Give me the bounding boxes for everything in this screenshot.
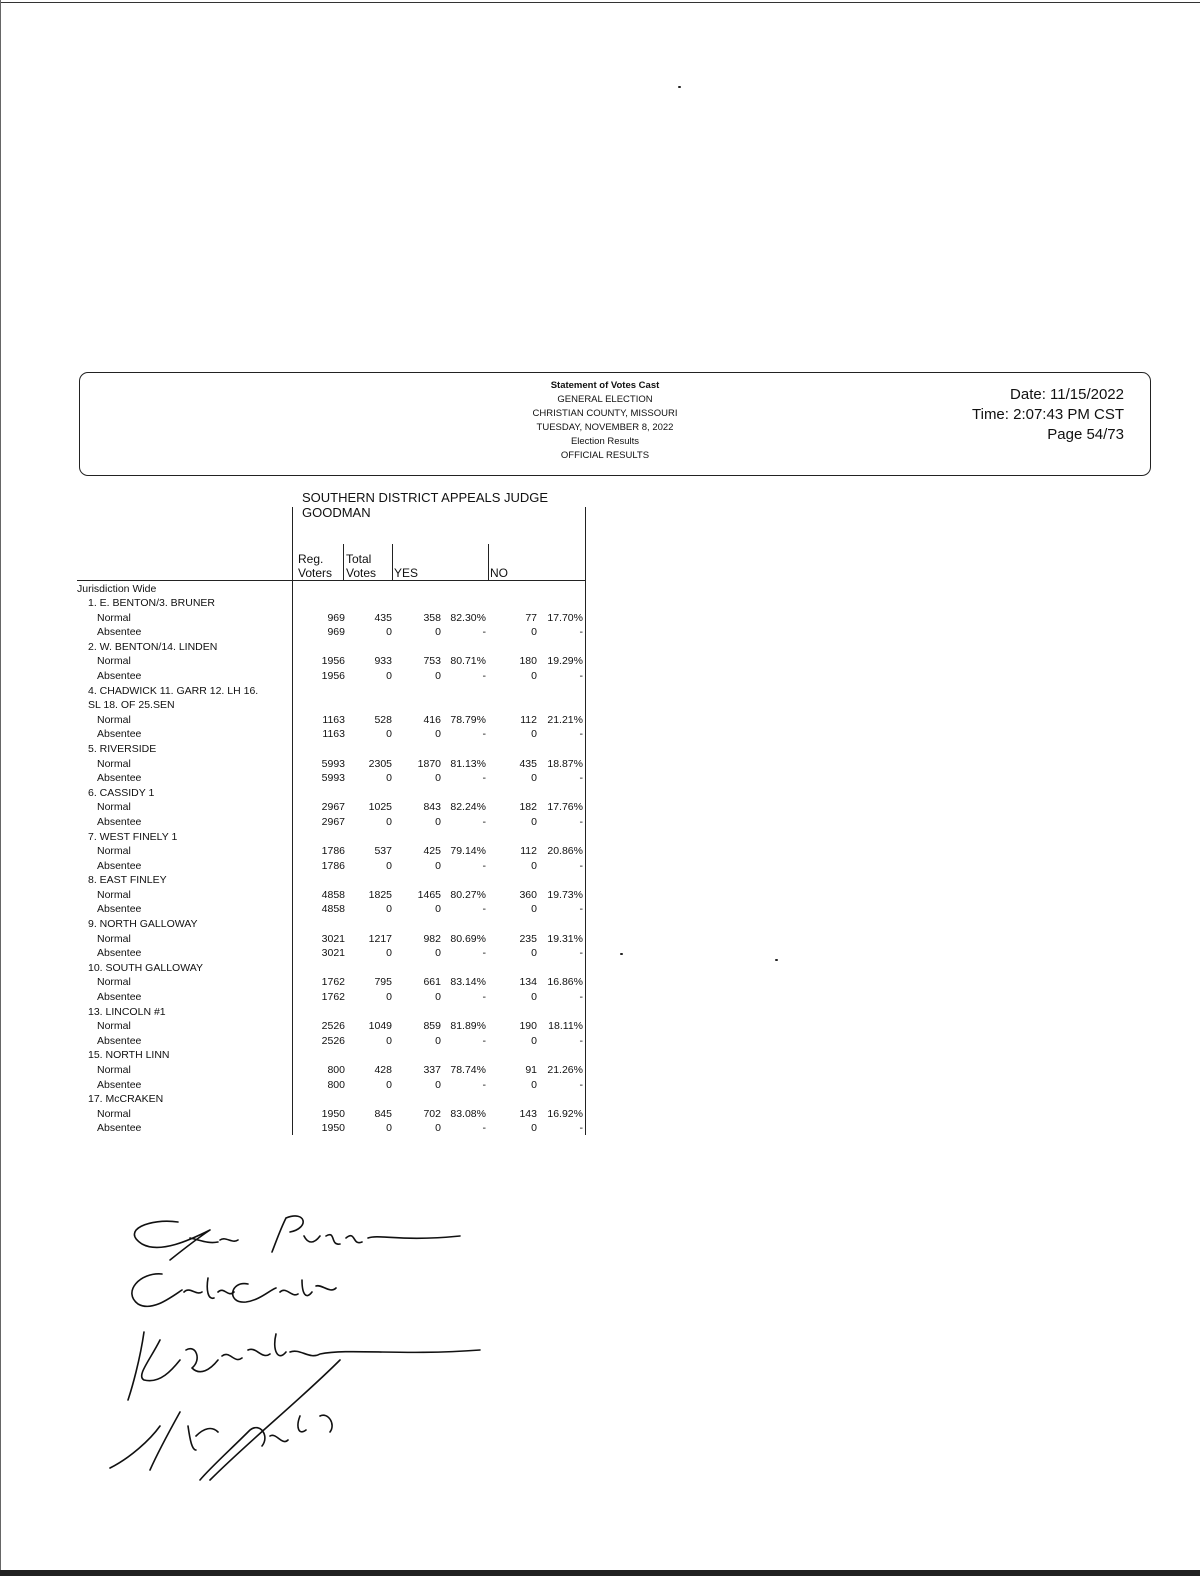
precinct-row — [0, 1048, 600, 1063]
precinct-row — [0, 1005, 600, 1020]
no-percent-cell: - — [579, 669, 583, 682]
yes-votes-cell: 982 — [423, 932, 441, 945]
yes-votes-cell: 859 — [423, 1020, 441, 1033]
contest-title: SOUTHERN DISTRICT APPEALS JUDGE — [302, 490, 549, 505]
results-table — [0, 596, 600, 1136]
no-votes-cell: 0 — [531, 728, 537, 741]
vote-type-label: Absentee — [97, 859, 142, 872]
no-percent-cell: - — [579, 859, 583, 872]
table-row — [0, 727, 600, 742]
col-no: NO — [490, 566, 508, 580]
yes-percent-cell: 83.14% — [450, 976, 486, 989]
table-row — [0, 888, 600, 903]
table-row — [0, 1107, 600, 1122]
yes-votes-cell: 0 — [435, 772, 441, 785]
precinct-row — [0, 786, 600, 801]
total-votes-cell: 0 — [386, 1122, 392, 1135]
vote-type-label: Normal — [97, 976, 131, 989]
table-row — [0, 902, 600, 917]
precinct-name: 13. LINCOLN #1 — [88, 1005, 166, 1018]
reg-voters-cell: 4858 — [321, 888, 345, 901]
yes-percent-cell: - — [482, 1078, 486, 1091]
no-percent-cell: 18.87% — [547, 757, 583, 770]
signatures — [100, 1200, 500, 1490]
no-votes-cell: 0 — [531, 859, 537, 872]
scan-speck — [775, 959, 778, 961]
table-row — [0, 844, 600, 859]
yes-votes-cell: 702 — [423, 1107, 441, 1120]
yes-percent-cell: - — [482, 859, 486, 872]
no-percent-cell: 21.21% — [547, 713, 583, 726]
table-header-rule — [77, 580, 586, 581]
table-row — [0, 800, 600, 815]
no-percent-cell: 19.29% — [547, 655, 583, 668]
no-votes-cell: 190 — [519, 1020, 537, 1033]
reg-voters-cell: 800 — [327, 1078, 345, 1091]
reg-voters-cell: 1950 — [321, 1107, 345, 1120]
total-votes-cell: 0 — [386, 1034, 392, 1047]
yes-votes-cell: 661 — [423, 976, 441, 989]
table-row — [0, 1078, 600, 1093]
yes-percent-cell: - — [482, 772, 486, 785]
report-date: Date: 11/15/2022 — [1010, 386, 1124, 403]
total-votes-cell: 0 — [386, 815, 392, 828]
precinct-row — [0, 698, 600, 713]
table-row — [0, 1121, 600, 1136]
vote-type-label: Absentee — [97, 903, 142, 916]
table-row — [0, 990, 600, 1005]
report-header-right — [972, 385, 1124, 445]
yes-votes-cell: 753 — [423, 655, 441, 668]
precinct-row — [0, 873, 600, 888]
precinct-name: 2. W. BENTON/14. LINDEN — [88, 640, 218, 653]
reg-voters-cell: 2526 — [321, 1034, 345, 1047]
total-votes-cell: 0 — [386, 859, 392, 872]
report-type: Statement of Votes Cast — [550, 380, 660, 391]
yes-votes-cell: 0 — [435, 1034, 441, 1047]
page-number: Page 54/73 — [1047, 426, 1124, 443]
reg-voters-cell: 4858 — [321, 903, 345, 916]
yes-percent-cell: 80.69% — [450, 932, 486, 945]
precinct-name: 6. CASSIDY 1 — [88, 786, 155, 799]
no-percent-cell: 18.11% — [548, 1020, 583, 1033]
no-percent-cell: 21.26% — [547, 1064, 583, 1076]
vote-type-label: Absentee — [97, 669, 142, 682]
vote-type-label: Normal — [97, 932, 131, 945]
yes-votes-cell: 0 — [435, 991, 441, 1004]
no-votes-cell: 0 — [531, 947, 537, 960]
col-total-votes-line1: Total — [346, 552, 372, 566]
no-votes-cell: 0 — [531, 1034, 537, 1047]
yes-percent-cell: 82.24% — [450, 801, 486, 814]
total-votes-cell: 528 — [374, 713, 392, 726]
table-row — [0, 946, 600, 961]
no-votes-cell: 112 — [520, 713, 537, 726]
scan-speck — [678, 86, 681, 88]
table-row — [0, 713, 600, 728]
reg-voters-cell: 1786 — [321, 845, 345, 858]
yes-percent-cell: 81.13% — [450, 757, 486, 770]
vote-type-label: Normal — [97, 611, 131, 624]
no-percent-cell: 17.70% — [547, 611, 583, 624]
precinct-row — [0, 684, 600, 699]
vote-type-label: Normal — [97, 713, 131, 726]
reg-voters-cell: 1762 — [321, 976, 345, 989]
no-percent-cell: - — [579, 815, 583, 828]
yes-percent-cell: - — [482, 1122, 486, 1135]
precinct-name: 5. RIVERSIDE — [88, 742, 157, 755]
no-percent-cell: - — [579, 772, 583, 785]
no-votes-cell: 0 — [531, 815, 537, 828]
table-row — [0, 932, 600, 947]
no-percent-cell: 19.73% — [547, 888, 583, 901]
vote-type-label: Absentee — [97, 991, 142, 1004]
top-border-line — [0, 2, 1200, 3]
yes-percent-cell: - — [482, 991, 486, 1004]
vote-type-label: Absentee — [97, 728, 142, 741]
results-label: Election Results — [570, 436, 640, 447]
precinct-row — [0, 917, 600, 932]
jurisdiction-label: Jurisdiction Wide — [77, 583, 157, 595]
precinct-name: 1. E. BENTON/3. BRUNER — [88, 597, 216, 609]
reg-voters-cell: 2967 — [321, 815, 345, 828]
no-percent-cell: - — [579, 947, 583, 960]
yes-percent-cell: - — [482, 728, 486, 741]
yes-votes-cell: 0 — [435, 1078, 441, 1091]
yes-votes-cell: 358 — [423, 611, 441, 624]
yes-percent-cell: 80.27% — [450, 888, 486, 901]
col-reg-voters — [298, 552, 332, 580]
yes-votes-cell: 0 — [435, 947, 441, 960]
reg-voters-cell: 969 — [327, 611, 345, 624]
vote-type-label: Absentee — [97, 772, 142, 785]
precinct-row — [0, 640, 600, 655]
no-votes-cell: 182 — [519, 801, 537, 814]
vote-type-label: Normal — [97, 1020, 131, 1033]
yes-votes-cell: 0 — [435, 626, 441, 639]
yes-votes-cell: 0 — [435, 669, 441, 682]
no-votes-cell: 0 — [531, 669, 537, 682]
no-percent-cell: - — [579, 728, 583, 741]
total-votes-cell: 0 — [386, 772, 392, 785]
reg-voters-cell: 2967 — [321, 801, 345, 814]
vote-type-label: Normal — [97, 801, 131, 814]
reg-voters-cell: 5993 — [321, 757, 345, 770]
total-votes-cell: 2305 — [368, 757, 392, 770]
official-label: OFFICIAL RESULTS — [560, 450, 650, 461]
col-reg-voters-line1: Reg. — [298, 552, 324, 566]
vote-type-label: Normal — [97, 655, 131, 668]
no-votes-cell: 360 — [519, 888, 537, 901]
table-row — [0, 815, 600, 830]
election-name: GENERAL ELECTION — [557, 394, 653, 405]
yes-votes-cell: 425 — [423, 845, 441, 858]
precinct-name: 8. EAST FINLEY — [88, 874, 167, 887]
vote-type-label: Normal — [97, 1107, 131, 1120]
no-percent-cell: - — [579, 626, 583, 639]
total-votes-cell: 845 — [374, 1107, 392, 1120]
total-votes-cell: 795 — [374, 976, 392, 989]
no-votes-cell: 0 — [531, 991, 537, 1004]
table-row — [0, 1063, 600, 1078]
election-date: TUESDAY, NOVEMBER 8, 2022 — [536, 422, 674, 433]
no-votes-cell: 435 — [519, 757, 537, 770]
no-votes-cell: 0 — [531, 772, 537, 785]
col-reg-voters-line2: Voters — [298, 566, 333, 580]
vote-type-label: Absentee — [97, 626, 142, 639]
precinct-row — [0, 961, 600, 976]
col-total-votes — [346, 552, 376, 580]
table-row — [0, 1019, 600, 1034]
yes-percent-cell: - — [482, 669, 486, 682]
vote-type-label: Normal — [97, 888, 131, 901]
bottom-border-line — [0, 1570, 1200, 1576]
candidate-name: GOODMAN — [302, 505, 371, 520]
yes-percent-cell: - — [482, 947, 486, 960]
reg-voters-cell: 1950 — [321, 1122, 345, 1135]
yes-votes-cell: 416 — [423, 713, 441, 726]
yes-percent-cell: 78.79% — [450, 713, 486, 726]
report-time: Time: 2:07:43 PM CST — [972, 406, 1124, 423]
table-row — [0, 669, 600, 684]
no-percent-cell: 16.92% — [547, 1107, 583, 1120]
yes-percent-cell: 81.89% — [450, 1020, 486, 1033]
table-row — [0, 757, 600, 772]
vote-type-label: Absentee — [97, 1122, 142, 1135]
column-divider — [343, 544, 344, 581]
yes-votes-cell: 0 — [435, 728, 441, 741]
column-divider — [488, 544, 489, 581]
total-votes-cell: 0 — [386, 991, 392, 1004]
reg-voters-cell: 3021 — [321, 947, 345, 960]
reg-voters-cell: 5993 — [321, 772, 345, 785]
no-votes-cell: 0 — [531, 1122, 537, 1135]
no-votes-cell: 0 — [531, 1078, 537, 1091]
yes-percent-cell: - — [482, 1034, 486, 1047]
county-name: CHRISTIAN COUNTY, MISSOURI — [532, 408, 678, 419]
no-votes-cell: 91 — [525, 1064, 537, 1076]
table-row — [0, 975, 600, 990]
reg-voters-cell: 1956 — [321, 669, 345, 682]
no-percent-cell: - — [579, 903, 583, 916]
total-votes-cell: 1049 — [368, 1020, 392, 1033]
reg-voters-cell: 969 — [327, 626, 345, 639]
no-percent-cell: 16.86% — [547, 976, 583, 989]
total-votes-cell: 0 — [386, 728, 392, 741]
no-votes-cell: 235 — [519, 932, 537, 945]
table-row — [0, 611, 600, 626]
yes-votes-cell: 0 — [435, 903, 441, 916]
yes-percent-cell: - — [482, 815, 486, 828]
table-row — [0, 625, 600, 640]
no-votes-cell: 180 — [519, 655, 537, 668]
scan-speck — [620, 953, 623, 955]
total-votes-cell: 1025 — [368, 801, 392, 814]
no-percent-cell: - — [579, 991, 583, 1004]
yes-votes-cell: 0 — [435, 859, 441, 872]
no-percent-cell: 17.76% — [547, 801, 583, 814]
no-percent-cell: - — [579, 1122, 583, 1135]
report-header — [79, 372, 1151, 476]
reg-voters-cell: 1163 — [322, 728, 345, 741]
total-votes-cell: 933 — [374, 655, 392, 668]
no-votes-cell: 143 — [519, 1107, 537, 1120]
reg-voters-cell: 1956 — [321, 655, 345, 668]
col-total-votes-line2: Votes — [346, 566, 377, 580]
total-votes-cell: 428 — [374, 1064, 392, 1076]
precinct-row — [0, 596, 600, 611]
report-header-center — [500, 379, 710, 463]
no-votes-cell: 112 — [520, 845, 537, 858]
vote-type-label: Absentee — [97, 1078, 142, 1091]
yes-percent-cell: 83.08% — [450, 1107, 486, 1120]
table-row — [0, 1034, 600, 1049]
total-votes-cell: 0 — [386, 947, 392, 960]
precinct-name: 4. CHADWICK 11. GARR 12. LH 16. — [88, 684, 259, 697]
vote-type-label: Normal — [97, 1064, 131, 1076]
yes-percent-cell: 79.14% — [450, 845, 486, 858]
yes-percent-cell: 82.30% — [450, 611, 486, 624]
contest-heading — [302, 490, 548, 520]
precinct-row — [0, 830, 600, 845]
precinct-name: 9. NORTH GALLOWAY — [88, 918, 198, 931]
no-votes-cell: 0 — [531, 626, 537, 639]
yes-votes-cell: 1465 — [417, 888, 441, 901]
yes-votes-cell: 1870 — [417, 757, 441, 770]
table-row — [0, 654, 600, 669]
vote-type-label: Absentee — [97, 947, 142, 960]
col-yes: YES — [394, 566, 419, 580]
precinct-name: 17. McCRAKEN — [88, 1093, 164, 1106]
precinct-name: 10. SOUTH GALLOWAY — [88, 961, 203, 974]
total-votes-cell: 537 — [374, 845, 392, 858]
yes-votes-cell: 337 — [423, 1064, 441, 1076]
yes-percent-cell: 80.71% — [450, 655, 486, 668]
vote-type-label: Absentee — [97, 815, 142, 828]
precinct-name: SL 18. OF 25.SEN — [88, 699, 175, 712]
table-row — [0, 859, 600, 874]
total-votes-cell: 435 — [374, 611, 392, 624]
reg-voters-cell: 3021 — [321, 932, 345, 945]
reg-voters-cell: 1762 — [321, 991, 345, 1004]
no-percent-cell: - — [579, 1078, 583, 1091]
no-votes-cell: 134 — [519, 976, 537, 989]
no-percent-cell: 19.31% — [547, 932, 583, 945]
precinct-row — [0, 742, 600, 757]
total-votes-cell: 0 — [386, 1078, 392, 1091]
no-votes-cell: 0 — [531, 903, 537, 916]
total-votes-cell: 1217 — [368, 932, 392, 945]
precinct-name: 15. NORTH LINN — [88, 1049, 170, 1062]
reg-voters-cell: 1163 — [322, 713, 345, 726]
total-votes-cell: 0 — [386, 626, 392, 639]
no-percent-cell: 20.86% — [547, 845, 583, 858]
no-votes-cell: 77 — [525, 611, 537, 624]
yes-votes-cell: 0 — [435, 1122, 441, 1135]
yes-votes-cell: 843 — [423, 801, 441, 814]
no-percent-cell: - — [579, 1034, 583, 1047]
yes-percent-cell: - — [482, 626, 486, 639]
vote-type-label: Normal — [97, 845, 131, 858]
yes-percent-cell: 78.74% — [450, 1064, 486, 1076]
total-votes-cell: 0 — [386, 903, 392, 916]
yes-votes-cell: 0 — [435, 815, 441, 828]
reg-voters-cell: 2526 — [321, 1020, 345, 1033]
reg-voters-cell: 800 — [327, 1064, 345, 1076]
vote-type-label: Normal — [97, 757, 131, 770]
table-row — [0, 771, 600, 786]
precinct-name: 7. WEST FINELY 1 — [88, 830, 178, 843]
total-votes-cell: 1825 — [368, 888, 392, 901]
total-votes-cell: 0 — [386, 669, 392, 682]
precinct-row — [0, 1092, 600, 1107]
yes-percent-cell: - — [482, 903, 486, 916]
reg-voters-cell: 1786 — [321, 859, 345, 872]
vote-type-label: Absentee — [97, 1034, 142, 1047]
column-divider — [392, 544, 393, 581]
